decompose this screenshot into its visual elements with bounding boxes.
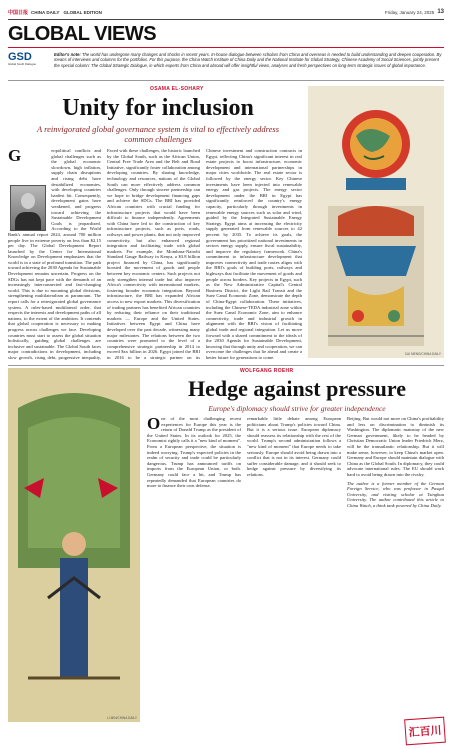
masthead-paper: CHINA DAILY	[31, 9, 60, 15]
illustration-globe	[308, 86, 444, 358]
editor-note	[54, 52, 444, 68]
article2-column-2	[247, 416, 341, 716]
article1-col1-text: eopolitical conflicts and global challenges such as the global economic slowdown, high inflation, supply chain disruptions and rising debt have destabilized economies, with developing countries hardest hit. Consequently, development gains have weakened, and progress toward achieving the Sustainable Development Goals is jeopardized. According to the World Bank's annual report 2024, around 700 million people live in extreme poverty on less than $2.15 per day. The Global Development Report launched by the Center for International Knowledge on Development emphasizes that the world is in a state of profound transition. The path toward achieving the 2030 Agenda for Sustainable Development remains uncertain. Progress on the SDGs has not kept pace with the demands of an increasingly interconnected and fast-changing world. This is due to mounting global divisions, strengthening multilateralism at paramount. The report calls for a reinvigorated global governance system. A rules-based multilateral order, that respects the interests and development paths of all nations, to the extent of the ambition. It contends that global cooperation is necessary to making progress across challenges we face. Developing countries must start to assess the global situation holistically, guiding global challenges are inclusive and sustainable. The Global South faces major contradictions in development, including slow growth, rising debt, progressive inequality,	[8, 148, 101, 360]
article2-col2-text: remarkable little debate among European politicians about Trump's policies toward China. But it is a serious issue. European diplomacy should reassess its relationship with the rest of the world. Trump's second administration follows a "new kind of moment" that Europe needs to take seriously. Europe should avoid being drawn into a conflict that is not in its interest. Germany could suffer considerable damage, and it should seek to hedge against pressure by diversifying its relations.	[247, 416, 341, 477]
article2-headline: Hedge against pressure	[188, 376, 406, 401]
article2-author-note: The author is a former member of the German Foreign Service, who was professor in Pasqal University, and visiting scholar at Tsinghua University. The author contributed this article to China Watch, a think tank powered by China Daily.	[347, 480, 444, 508]
article1-column-2	[107, 148, 200, 360]
masthead-logo: 中国日报	[8, 9, 29, 16]
article1-headline: Unity for inclusion	[62, 95, 254, 121]
divider	[8, 47, 444, 48]
gsd-logo-sub: Global South Dialogue	[8, 62, 36, 66]
divider	[8, 365, 444, 366]
article2-column-3	[347, 416, 444, 712]
article1-column-3	[206, 148, 302, 360]
dropcap: G	[8, 148, 22, 165]
editor-note-lead: Editor's note:	[54, 52, 81, 57]
author-photo	[10, 185, 46, 231]
gsd-logo	[8, 52, 46, 74]
stamp-logo: 汇百川	[404, 717, 446, 746]
article2-col3-text: Beijing. But would not more on China's profitability and less on discrimination to diminish its Washington. The diplomatic mainstay of the new German government, likely to be headed by Christian Democratic Union leader Friedrich Merz, will be the transatlantic relationship. But it will make sense, however, to keep China's market open. Germany and Europe should maintain dialogue with China as the Global South. In diplomacy, they could advocate international rules. The EU should work hard to avoid being drawn into the rivalry.	[347, 416, 444, 477]
article2-byline: WOLFGANG ROEHR	[240, 368, 294, 374]
page-number: 13	[437, 9, 444, 15]
divider	[8, 19, 444, 20]
article2-column-1	[147, 416, 241, 716]
illustration-hedge	[8, 368, 140, 722]
section-title: GLOBAL VIEWS	[8, 23, 157, 45]
masthead-bar	[8, 6, 444, 18]
article2-subhead: Europe's diplomacy should strive for greater independence	[208, 404, 386, 413]
article1-col3-text: Chinese investment and construction contracts in Egypt, reflecting China's significant interest in real estate projects to boost infrastructure, economic development and international partnerships in major cities worldwide. The real estate sector is followed by the energy sector. Key Chinese investments have been injected into renewable energy and gas projects. The energy sector development under the BRI in Egypt has significantly reinforced the country's energy capacity, particularly through investments in renewable energy sources such as solar and wind, guided by the Integrated Sustainable Energy Strategy. Egypt aims at increasing the electricity supply generated from renewable sources to 42 percent by 2035. To achieve its goals, the government has prioritized national investments in sectors energy supply, ensure fiscal sustainability, and improve the regulatory framework. China's commitment to infrastructure development that improves connectivity and trade routes aligns with the BRI's goals of building ports, railways and highways that facilitate the movement of goods and people across borders. Key projects in Egypt, such as the New Administrative Capital's Central Business District, the Light Rail Transit and the Suez Canal Economic Zone, demonstrate the depth of China-Egypt collaboration. These initiatives, including the Chinese-TEDA industrial zone within the Suez Canal Economic Zone, aim to enhance connectivity, trade and industrial growth in alignment with the BRI's vision of facilitating global trade and regional integration. Let us move forward with a shared commitment to the ideals of the 2030 Agenda for Sustainable Development, knowing that through unity and cooperation, we can overcome the challenges that lie ahead and create a better future for generations to come.	[206, 148, 302, 360]
article1-col2-text: Faced with these challenges, the historic launched by the Global South, such as the African Union, Central Free Trade Area and the Belt and Road Initiative, significantly foster collaboration among developing countries. By sharing knowledge, technology and resources, nations of the Global South can more effectively address common challenges. Only through sincere partnership can we hope to bridge development financing gaps and achieve the SDGs. The BRI has provided African countries with crucial funding for infrastructure projects that would have been difficult to finance independently. Agreements with China have led to the construction of key infrastructure projects, such as ports, roads, railways and power plants, that not only improved connectivity, but also enhanced regional integration and facilitating trade with global markets. For example, the Mombasa-Nairobi Standard Gauge Railway in Kenya, a $3.8 billion project financed by China, has significantly boosted the movement of goods and people between key economic centers. Such projects not only strengthen internal trade but also improve Africa's connectivity with international markets, fostering broader economic integration. Beyond infrastructure, the BRI has expanded African access to new export markets. This diversification of trading partners has benefited African countries by reducing their reliance on their traditional markets — Europe and the United States. Initiatives between Egypt and China have developed over the past decade, witnessing many major milestones. The relations between the two countries were promoted to the level of a comprehensive strategic partnership in 2014 to exceed $xx billion in 2026. Egypt joined the BRI in 2016 to be a strategic partner on its	[107, 148, 200, 360]
masthead-section: GLOBAL EDITION	[63, 9, 102, 15]
article1-byline: OSAMA EL-SOHARY	[150, 86, 204, 92]
divider	[8, 80, 444, 81]
issue-date: Friday, January 24, 2025	[384, 9, 435, 15]
art2-caption: LI MIN/CHINA DAILY	[107, 716, 137, 720]
article1-subhead: A reinvigorated global governance system is vital to effectively address common challenges	[36, 124, 280, 144]
article2-col1-text: ne of the most challenging recent experiences for Europe this year is the return of Donald Trump as the president of the United States. In its outlook for 2025, the Economist rightly calls it a "new kind of moment". From a European perspective, the situation is indeed worrying. Trump's expected policies in the realm of security and trade could be particularly dangerous. Trump has announced tariffs on imports from the European Union, or both. Germany could face a hit, and Trump has repeatedly demanded that European countries do more to finance their own defense.	[147, 416, 241, 489]
gsd-logo-mark: GSD	[8, 51, 32, 63]
editor-note-text: The world has undergone many changes and shocks in recent years. In-house dialogue between scholars from China and overseas is needed to build understanding and deepen cooperation. By means of interviews and columns for the portfolios. For this purpose, the China Watch Institute of China Daily and the National Institute for Global Strategy, Chinese Academy of Social Sciences, jointly present the special column: The Global Strategic Dialogue, in which experts from China and abroad will offer insightful views, analyses and fresh perspectives on long-term strategic issues of global importance.	[54, 52, 442, 68]
art1-caption: CAI MENG/CHINA DAILY	[404, 352, 441, 356]
article1-column-1	[8, 148, 101, 360]
dropcap: O	[147, 416, 161, 433]
